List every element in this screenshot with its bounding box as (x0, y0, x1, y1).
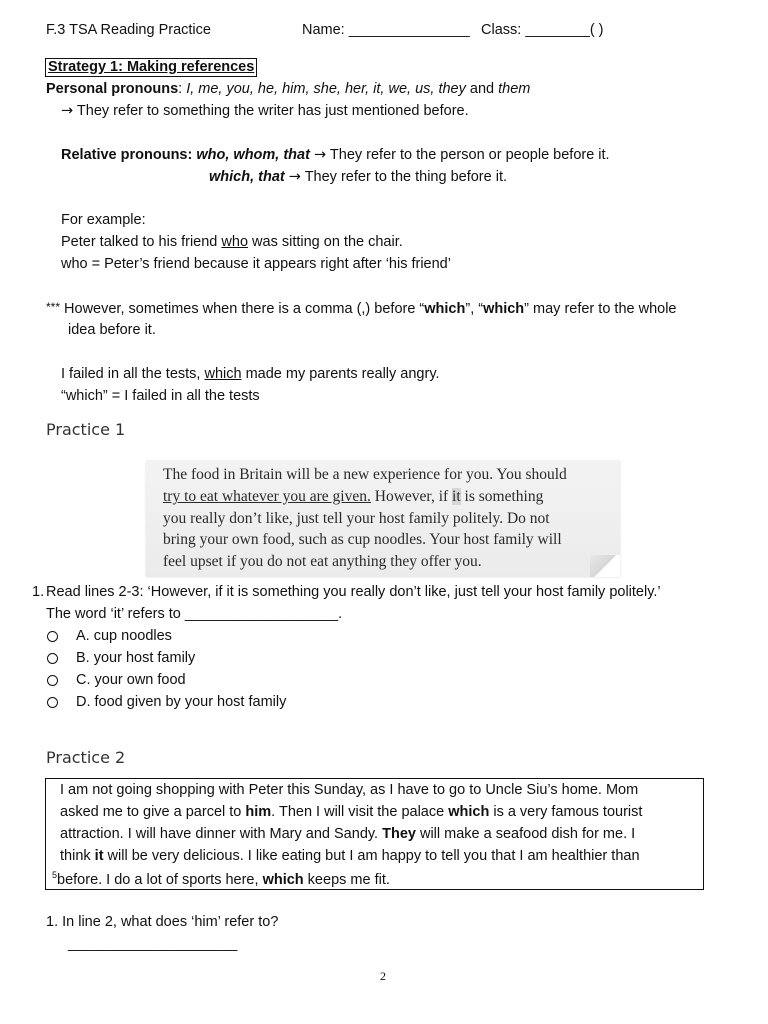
personal-and: and (465, 81, 499, 97)
p2-line-3 (60, 826, 635, 842)
class-field: Class: ________( ) (481, 22, 604, 38)
p2-question-1: 1. In line 2, what does ‘him’ refer to? (46, 914, 279, 930)
comma-note-line2: idea before it. (68, 322, 156, 338)
option-a-radio[interactable] (47, 631, 58, 642)
practice2-title: Practice 2 (46, 748, 126, 767)
p2-l3a: attraction. I will have dinner with Mary and Sandy. (60, 826, 383, 842)
q1-number: 1. (32, 584, 45, 600)
passage-underlined: try to eat whatever you are given. (163, 488, 371, 505)
worksheet-title: F.3 TSA Reading Practice (46, 22, 211, 38)
passage-line-4: bring your own food, such as cup noodles. Your host family will (163, 531, 562, 548)
page-number: 2 (380, 969, 386, 983)
relative-who: who, whom, that (196, 147, 310, 163)
p2-which-2: which (262, 871, 304, 888)
relative-which: which, that (209, 169, 285, 185)
arrow-icon: → (313, 147, 327, 163)
p2-line-1: I am not going shopping with Peter this Sunday, as I have to go to Uncle Siu’s home. Mom (60, 782, 639, 798)
personal-last: them (498, 81, 531, 97)
passage-highlight-it: it (452, 488, 461, 505)
example1-pre: Peter talked to his friend (61, 234, 222, 250)
option-a-label: A. cup noodles (76, 628, 172, 644)
example2-pre: I failed in all the tests, (61, 366, 205, 382)
p2-line-4 (60, 848, 640, 864)
p2-answer-blank[interactable]: _____________________ (68, 936, 238, 952)
comma-note (46, 300, 677, 317)
option-b-radio[interactable] (47, 653, 58, 664)
example1-post: was sitting on the chair. (248, 234, 403, 250)
personal-label: Personal pronouns (46, 81, 179, 97)
passage-line-1: The food in Britain will be a new experience for you. You should (163, 466, 567, 483)
p2-l2c: . Then I will visit the palace (271, 804, 449, 820)
option-c-radio[interactable] (47, 675, 58, 686)
relative-who-note: They refer to the person or people before it. (326, 147, 610, 163)
p2-him: him (245, 804, 272, 820)
practice1-passage-image (146, 461, 620, 577)
option-b-label: B. your host family (76, 650, 196, 666)
note-stars: *** (46, 300, 61, 314)
example1-explanation: who = Peter’s friend because it appears right after ‘his friend’ (61, 256, 451, 272)
relative-who-line (61, 147, 610, 163)
relative-which-note: They refer to the thing before it. (300, 169, 507, 185)
relative-which-line (209, 169, 507, 185)
example2-underlined: which (204, 366, 242, 382)
q1-text-line2: The word ‘it’ refers to ___________________. (46, 606, 343, 622)
option-c-label: C. your own food (76, 672, 186, 688)
p2-which: which (448, 804, 490, 820)
example1-sentence (61, 234, 403, 250)
p2-l2e: is a very famous tourist (489, 804, 643, 820)
strategy-heading: Strategy 1: Making references (45, 58, 257, 77)
p2-it: it (94, 848, 104, 864)
arrow-icon: → (288, 169, 301, 185)
p2-l4a: think (60, 848, 95, 864)
p2-line-number: 5 (52, 870, 58, 880)
page-curl-decoration (590, 555, 620, 577)
personal-note (61, 103, 469, 119)
personal-list: I, me, you, he, him, she, her, it, we, us, they (186, 81, 466, 97)
p2-they: They (382, 826, 416, 842)
relative-label: Relative pronouns: (61, 147, 197, 163)
example2-explanation: “which” = I failed in all the tests (61, 388, 260, 404)
arrow-icon: → (61, 103, 74, 119)
passage-seg: However, if (370, 488, 453, 505)
practice1-title: Practice 1 (46, 420, 126, 439)
p2-l5a: before. I do a lot of sports here, (57, 871, 263, 888)
passage-line-5: feel upset if you do not eat anything they offer you. (163, 553, 482, 570)
note-e: ” may refer to the whole (524, 301, 677, 317)
p2-line-5 (52, 870, 390, 888)
example-label: For example: (61, 212, 146, 228)
example1-underlined: who (221, 234, 249, 250)
p2-l4c: will be very delicious. I like eating but I am happy to tell you that I am healthier than (103, 848, 640, 864)
personal-pronouns-line: Personal pronouns: I, me, you, he, him, she, her, it, we, us, they and them (46, 81, 531, 97)
note-which-2: which (483, 301, 525, 317)
p2-l5c: keeps me fit. (303, 871, 390, 888)
passage-line-3: you really don’t like, just tell your host family politely. Do not (163, 510, 550, 527)
name-field: Name: _______________ (302, 22, 470, 38)
p2-line-2 (60, 804, 642, 820)
p2-l2a: asked me to give a parcel to (60, 804, 246, 820)
p2-l3c: will make a seafood dish for me. I (415, 826, 636, 842)
passage-line-2 (163, 488, 543, 506)
personal-note-text: They refer to something the writer has just mentioned before. (73, 103, 469, 119)
note-a: However, sometimes when there is a comma (,) before “ (60, 301, 425, 317)
note-c: ”, “ (465, 301, 484, 317)
note-which-1: which (424, 301, 466, 317)
example2-post: made my parents really angry. (241, 366, 440, 382)
option-d-radio[interactable] (47, 697, 58, 708)
q1-text: Read lines 2-3: ‘However, if it is something you really don’t like, just tell your host family politely.’ (46, 584, 661, 600)
passage-seg-2: is something (460, 488, 544, 505)
option-d-label: D. food given by your host family (76, 694, 287, 710)
practice2-passage-box (45, 778, 704, 890)
example2-sentence (61, 366, 440, 382)
